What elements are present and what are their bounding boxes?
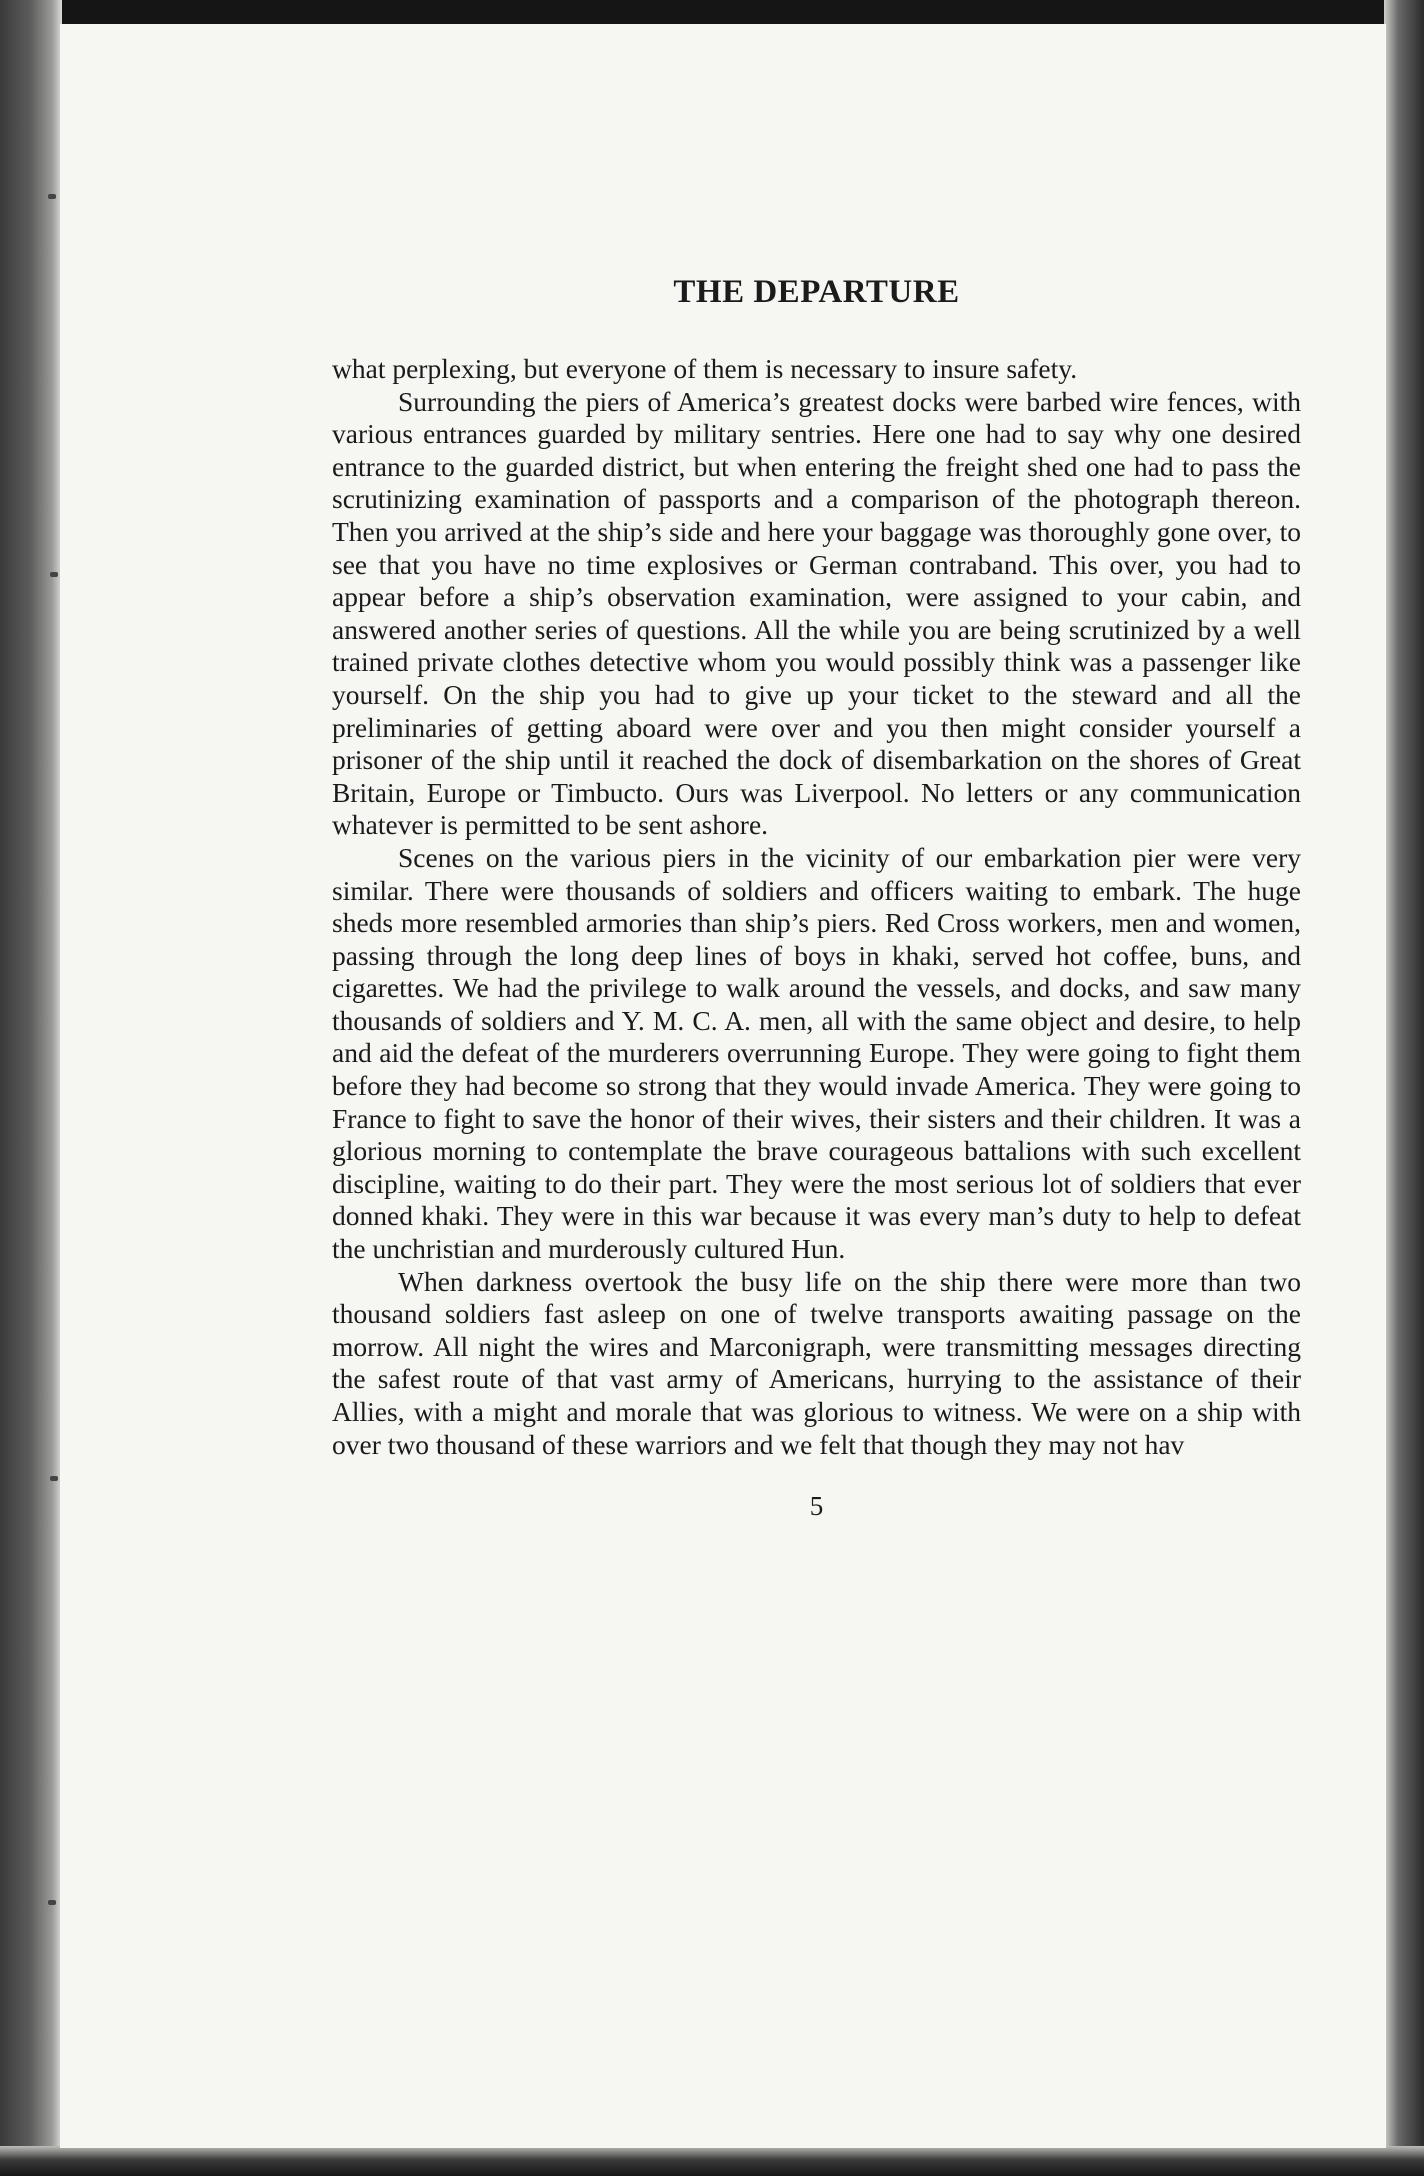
- margin-speck: [48, 194, 56, 199]
- book-spine-edge: [0, 0, 62, 2176]
- scan-top-edge: [0, 0, 1424, 26]
- book-page: [60, 24, 1386, 2148]
- book-fore-edge: [1384, 0, 1424, 2176]
- scan-bottom-edge: [0, 2146, 1424, 2176]
- page-text-block: [332, 276, 1301, 1520]
- paragraph-2: Surrounding the piers of America’s greatest docks were barbed wire fences, with various entrances guarded by military sentries. Here one had to say why one desired entrance to the guarded district, but when entering the freight shed one had to pass the scrutinizing examination of passports and a comparison of the photograph thereon. Then you arrived at the ship’s side and here your baggage was thoroughly gone over, to see that you have no time explosives or German contraband. This over, you had to appear before a ship’s observation examination, were assigned to your cabin, and answered another series of questions. All the while you are being scrutinized by a well trained private clothes detective whom you would possibly think was a passenger like yourself. On the ship you had to give up your ticket to the steward and all the preliminaries of getting aboard were over and you then might consider yourself a prisoner of the ship until it reached the dock of disembarkation on the shores of Great Britain, Europe or Timbucto. Ours was Liverpool. No letters or any communication whatever is permitted to be sent ashore.: [332, 385, 1301, 841]
- margin-speck: [50, 1476, 58, 1481]
- paragraph-3: Scenes on the various piers in the vicinity of our embarkation pier were very similar. There were thousands of soldiers and officers waiting to embark. The huge sheds more resembled armories than ship’s piers. Red Cross workers, men and women, passing through the long deep lines of boys in khaki, served hot coffee, buns, and cigarettes. We had the privilege to walk around the vessels, and docks, and saw many thousands of soldiers and Y. M. C. A. men, all with the same object and desire, to help and aid the defeat of the murderers overrunning Europe. They were going to fight them before they had become so strong that they would invade America. They were going to France to fight to save the honor of their wives, their sisters and their children. It was a glorious morning to contemplate the brave courageous battalions with such excellent discipline, waiting to do their part. They were the most serious lot of soldiers that ever donned khaki. They were in this war because it was every man’s duty to help to defeat the unchristian and murderously cultured Hun.: [332, 841, 1301, 1265]
- page-number: 5: [809, 1491, 824, 1522]
- margin-speck: [48, 1900, 56, 1905]
- running-title: THE DEPARTURE: [673, 274, 960, 310]
- paragraph-4: When darkness overtook the busy life on the ship there were more than two thousand soldiers fast asleep on one of twelve transports awaiting passage on the morrow. All night the wires and Marconigraph, were transmitting messages directing the safest route of that vast army of Americans, hurrying to the assistance of their Allies, with a might and morale that was glorious to witness. We were on a ship with over two thousand of these warriors and we felt that though they may not hav: [332, 1265, 1301, 1460]
- margin-speck: [50, 572, 58, 577]
- paragraph-1: what perplexing, but everyone of them is necessary to insure safety.: [332, 353, 1078, 384]
